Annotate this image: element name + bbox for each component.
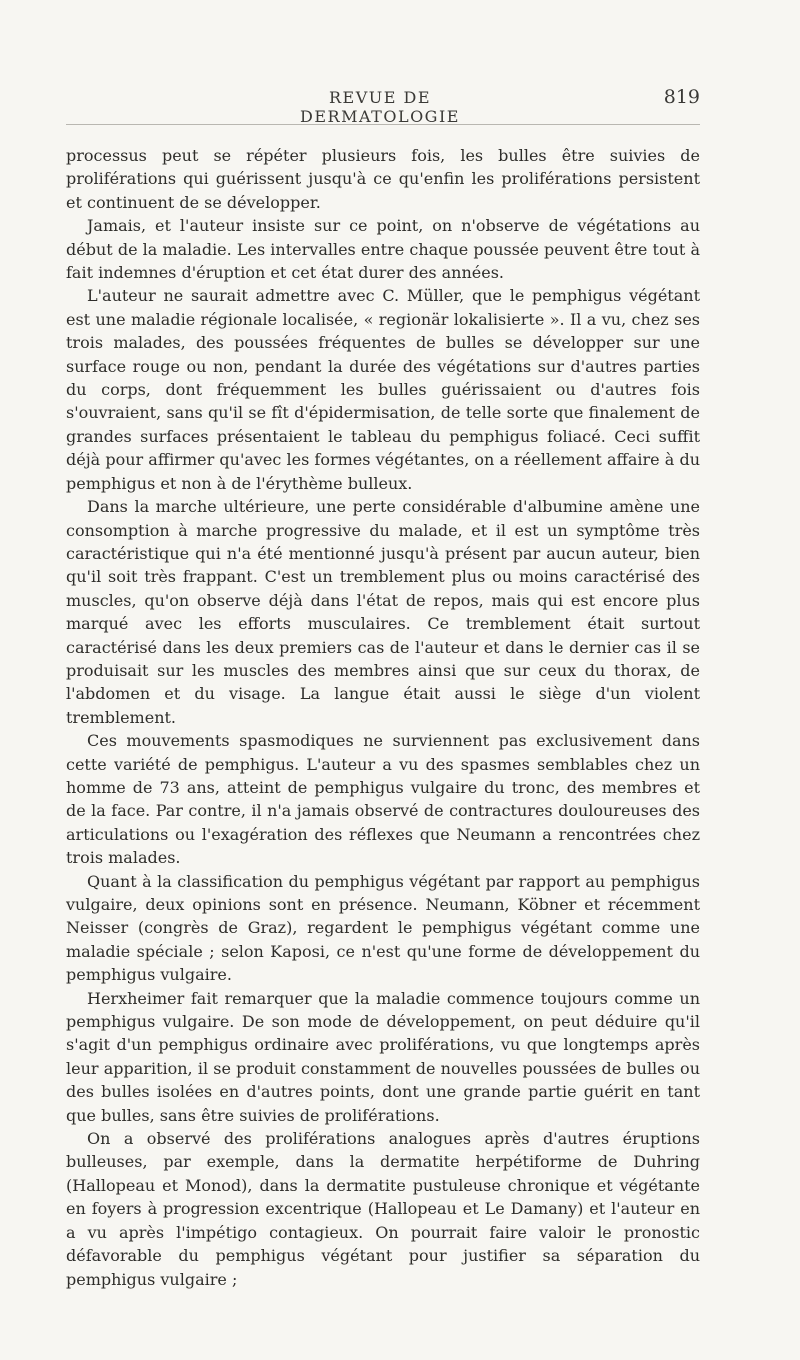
page-number: 819 bbox=[663, 86, 700, 108]
paragraph-3: L'auteur ne saurait admettre avec C. Müller, que le pemphigus végétant est une maladie régionale localisée, « regionär lokalisierte ». Il a vu, chez ses trois malades, des poussées fréquentes de bulles se développer sur une surface rouge ou non, pendant la durée des végétations sur d'autres parties du corps, dont fréquemment les bulles guérissaient ou d'autres fois s'ouvraient, sans qu'il se fît d'épidermisation, de telle sorte que finalement de grandes surfaces présentaient le tableau du pemphigus foliacé. Ceci suffit déjà pour affirmer qu'avec les formes végétantes, on a réellement affaire à du pemphigus et non à de l'érythème bulleux. bbox=[66, 286, 700, 493]
header-rule bbox=[66, 124, 700, 125]
paragraph-1: processus peut se répéter plusieurs fois, les bulles être suivies de proliférations qui guérissent jusqu'à ce qu'enfin les proliférations persistent et continuent de se développer. bbox=[66, 146, 700, 212]
paragraph-8: On a observé des proliférations analogues après d'autres éruptions bulleuses, par exemple, dans la dermatite herpétiforme de Duhring (Hallopeau et Monod), dans la dermatite pustuleuse chronique et végétante en foyers à progression excentrique (Hallopeau et Le Damany) et l'auteur en a vu après l'impétigo contagieux. On pourrait faire valoir le pronostic défavorable du pemphigus végétant pour justifier sa séparation du pemphigus vulgaire ; bbox=[66, 1129, 700, 1289]
paragraph-4: Dans la marche ultérieure, une perte considérable d'albumine amène une consomption à marche progressive du malade, et il est un symptôme très caractéristique qui n'a été mentionné jusqu'à présent par aucun auteur, bien qu'il soit très frappant. C'est un tremblement plus ou moins caractérisé des muscles, qu'on observe déjà dans l'état de repos, mais qui est encore plus marqué avec les efforts musculaires. Ce tremblement était surtout caractérisé dans les deux premiers cas de l'auteur et dans le dernier cas il se produisait sur les muscles des membres ainsi que sur ceux du thorax, de l'abdomen et du visage. La langue était aussi le siège d'un violent tremblement. bbox=[66, 497, 700, 727]
paragraph-5: Ces mouvements spasmodiques ne surviennent pas exclusivement dans cette variété de pemphigus. L'auteur a vu des spasmes semblables chez un homme de 73 ans, atteint de pemphigus vulgaire du tronc, des membres et de la face. Par contre, il n'a jamais observé de contractures douloureuses des articulations ou l'exagération des réflexes que Neumann a rencontrées chez trois malades. bbox=[66, 731, 700, 868]
paragraph-7: Herxheimer fait remarquer que la maladie commence toujours comme un pemphigus vulgaire. De son mode de développement, on peut déduire qu'il s'agit d'un pemphigus ordinaire avec proliférations, vu que longtemps après leur apparition, il se produit constamment de nouvelles poussées de bulles ou des bulles isolées en d'autres points, dont une grande partie guérit en tant que bulles, sans être suivies de proliférations. bbox=[66, 988, 700, 1125]
paragraph-2: Jamais, et l'auteur insiste sur ce point, on n'observe de végétations au début de la maladie. Les intervalles entre chaque poussée peuvent être tout à fait indemnes d'éruption et cet état durer des années. bbox=[66, 216, 700, 283]
body-text bbox=[66, 144, 700, 1291]
running-title: REVUE DE DERMATOLOGIE bbox=[300, 88, 460, 126]
paragraph-6: Quant à la classification du pemphigus végétant par rapport au pemphigus vulgaire, deux opinions sont en présence. Neumann, Köbner et récemment Neisser (congrès de Graz), regardent le pemphigus végétant comme une maladie spéciale ; selon Kaposi, ce n'est qu'une forme de développement du pemphigus vulgaire. bbox=[66, 871, 700, 985]
